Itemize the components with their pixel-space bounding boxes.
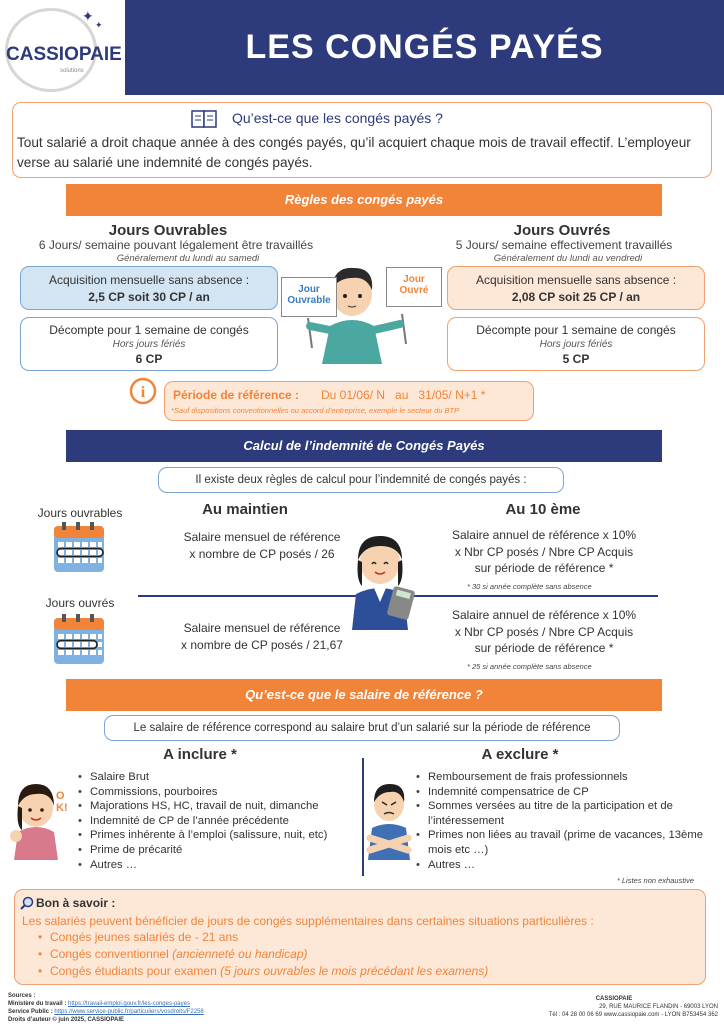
include-item: • Primes inhérente à l’emploi (salissure, nuit, etc)	[90, 828, 370, 843]
row1-note: * 30 si année complète sans absence	[467, 582, 592, 591]
right-acquisition-box	[447, 266, 705, 310]
tips-intro: Les salariés peuvent bénéficier de jours de congés supplémentaires dans certaines situations particulières :	[22, 914, 594, 928]
left-acquisition-box	[20, 266, 278, 310]
magnifier-icon	[20, 896, 34, 910]
left-decompte-box	[20, 317, 278, 371]
exclude-title: A exclure *	[481, 746, 559, 763]
right-title: Jours Ouvrés	[513, 222, 611, 239]
sign-left-line1: Jour	[298, 284, 320, 295]
company-contact: Tél : 04 28 00 06 69 www.cassiopaie.com - LYON B753454 362	[548, 1012, 718, 1018]
row2-maintien-formula	[128, 620, 396, 654]
row2-right-line1: Salaire annuel de référence x 10%	[451, 608, 637, 622]
row1-right-line2: x Nbr CP posés / Nbre CP Acquis	[454, 544, 634, 559]
row1-right-line3: sur période de référence *	[474, 561, 614, 575]
boy-crossed-arms-illustration	[364, 778, 414, 860]
left-acq-value: 2,5 CP soit 30 CP / an	[88, 290, 210, 304]
footer-sources	[8, 992, 204, 1024]
row2-right-line3: sur période de référence *	[474, 641, 614, 655]
row2-left-line2: x nombre de CP posés / 21,67	[181, 638, 343, 652]
right-dec-value: 5 CP	[562, 352, 590, 366]
include-title: A inclure *	[163, 746, 237, 763]
include-item: • Prime de précarité	[90, 843, 370, 858]
copyright: Droits d’auteur © juin 2025, CASSIOPAIE	[8, 1017, 125, 1023]
calc-band: Calcul de l’indemnité de Congés Payés	[66, 430, 662, 462]
left-title: Jours Ouvrables	[108, 222, 228, 239]
intro-question: Qu’est-ce que les congés payés ?	[232, 110, 443, 126]
right-subtitle: 5 Jours/ semaine effectivement travaillés	[455, 238, 673, 252]
row1-dixieme-formula	[424, 527, 664, 577]
row2-note: * 25 si année complète sans absence	[467, 662, 592, 671]
rules-band: Règles des congés payés	[66, 184, 662, 216]
tips-title: Bon à savoir :	[36, 896, 116, 910]
info-icon	[129, 377, 157, 405]
right-decompte-box	[447, 317, 705, 371]
include-item: • Autres …	[90, 858, 370, 873]
include-item: • Majorations HS, HC, travail de nuit, dimanche	[90, 799, 370, 814]
left-acq-label: Acquisition mensuelle sans absence :	[48, 273, 250, 287]
source-line-1: Ministère du travail : https://travail-emploi.gouv.fr/les-conges-payes	[8, 1001, 190, 1007]
star-icon: ✦	[82, 8, 94, 24]
logo-subtitle: solutions	[60, 68, 84, 74]
tips-item: • Congés conventionnel (ancienneté ou handicap)	[50, 946, 710, 963]
salary-band: Qu’est-ce que le salaire de référence ?	[66, 679, 662, 711]
row2-dixieme-formula	[424, 607, 664, 657]
source-link-1[interactable]: https://travail-emploi.gouv.fr/les-conges-payes	[68, 1001, 190, 1007]
sign-right-line1: Jour	[403, 274, 425, 285]
company-name: CASSIOPAIE	[595, 996, 633, 1002]
sign-jour-ouvre	[386, 267, 442, 307]
right-dec-note: Hors jours fériés	[539, 339, 613, 350]
right-acq-value: 2,08 CP soit 25 CP / an	[511, 290, 641, 304]
calendar-icon	[52, 612, 106, 666]
right-note: Généralement du lundi au vendredi	[493, 253, 643, 264]
period-note: *Sauf dispositions conventionnelles ou accord d’entreprise, exemple le secteur du BTP	[171, 406, 460, 415]
row1-left-line1: Salaire mensuel de référence	[183, 530, 341, 544]
left-note: Généralement du lundi au samedi	[116, 253, 260, 264]
col-au-maintien: Au maintien	[202, 501, 288, 518]
sign-jour-ouvrable	[281, 277, 337, 317]
exclude-item: • Autres …	[428, 858, 724, 873]
left-dec-value: 6 CP	[135, 352, 163, 366]
left-dec-label: Décompte pour 1 semaine de congés	[49, 323, 249, 337]
include-item: • Commissions, pourboires	[90, 785, 370, 800]
page-title: LES CONGÉS PAYÉS	[245, 28, 604, 66]
row2-left-line1: Salaire mensuel de référence	[183, 621, 341, 635]
company-address: 29, RUE MAURICE FLANDIN - 69003 LYON	[599, 1004, 718, 1010]
left-subtitle: 6 Jours/ semaine pouvant légalement être travaillés	[38, 238, 314, 252]
ok-text: OK!	[56, 790, 68, 814]
row1-left-line2: x nombre de CP posés / 26	[189, 547, 335, 561]
row2-right-line2: x Nbr CP posés / Nbre CP Acquis	[454, 624, 634, 639]
star-icon: ✦	[95, 20, 103, 30]
row1-right-line1: Salaire annuel de référence x 10%	[451, 528, 637, 542]
source-link-2[interactable]: https://www.service-public.fr/particuliers/vosdroits/F2258	[54, 1009, 204, 1015]
exclude-item: • Primes non liées au travail (prime de vacances, 13ème mois etc …)	[428, 828, 724, 857]
tips-item: • Congés étudiants pour examen (5 jours ouvrables le mois précédant les examens)	[50, 963, 710, 980]
right-dec-label: Décompte pour 1 semaine de congés	[476, 323, 676, 337]
row2-label: Jours ouvrés	[45, 596, 115, 610]
row1-label: Jours ouvrables	[37, 506, 123, 520]
girl-ok-illustration	[6, 774, 76, 860]
intro-text: Tout salarié a droit chaque année à des congés payés, qu’il acquiert chaque mois de travail effectif. L’employeur verse au salarié une indemnité de congés payés.	[17, 135, 691, 170]
salary-definition: Le salaire de référence correspond au salaire brut d’un salarié sur la période de référence	[104, 715, 620, 741]
calendar-icon	[52, 520, 106, 574]
info-letter: i	[140, 384, 146, 401]
logo: CASSIOPAIE	[6, 44, 122, 65]
col-au-10eme: Au 10 ème	[505, 501, 581, 518]
left-dec-note: Hors jours fériés	[112, 339, 186, 350]
calc-intro: Il existe deux règles de calcul pour l’indemnité de congés payés :	[158, 467, 564, 493]
exclude-item: • Indemnité compensatrice de CP	[428, 785, 724, 800]
sign-left-line2: Ouvrable	[287, 295, 331, 306]
tips-list	[34, 929, 710, 980]
period-value: Du 01/06/ N au 31/05/ N+1 *	[321, 388, 486, 402]
sources-title: Sources :	[8, 993, 36, 999]
source-line-2: Service Public : https://www.service-public.fr/particuliers/vosdroits/F2258	[8, 1009, 204, 1015]
period-box	[164, 381, 534, 421]
tips-item: • Congés jeunes salariés de - 21 ans	[50, 929, 710, 946]
book-icon	[190, 107, 220, 131]
list-footnote: * Listes non exhaustive	[616, 876, 694, 885]
exclude-item: • Remboursement de frais professionnels	[428, 770, 724, 785]
exclude-list	[412, 770, 724, 872]
include-item: • Indemnité de CP de l’année précédente	[90, 814, 370, 829]
include-item: • Salaire Brut	[90, 770, 370, 785]
exclude-item: • Sommes versées au titre de la participation et de l’intéressement	[428, 799, 724, 828]
woman-with-calculator-illustration	[340, 530, 422, 630]
period-label: Période de référence :	[173, 388, 300, 402]
include-list	[74, 770, 370, 872]
footer-company	[470, 995, 718, 1019]
sign-right-line2: Ouvré	[399, 285, 429, 296]
right-acq-label: Acquisition mensuelle sans absence :	[475, 273, 677, 287]
